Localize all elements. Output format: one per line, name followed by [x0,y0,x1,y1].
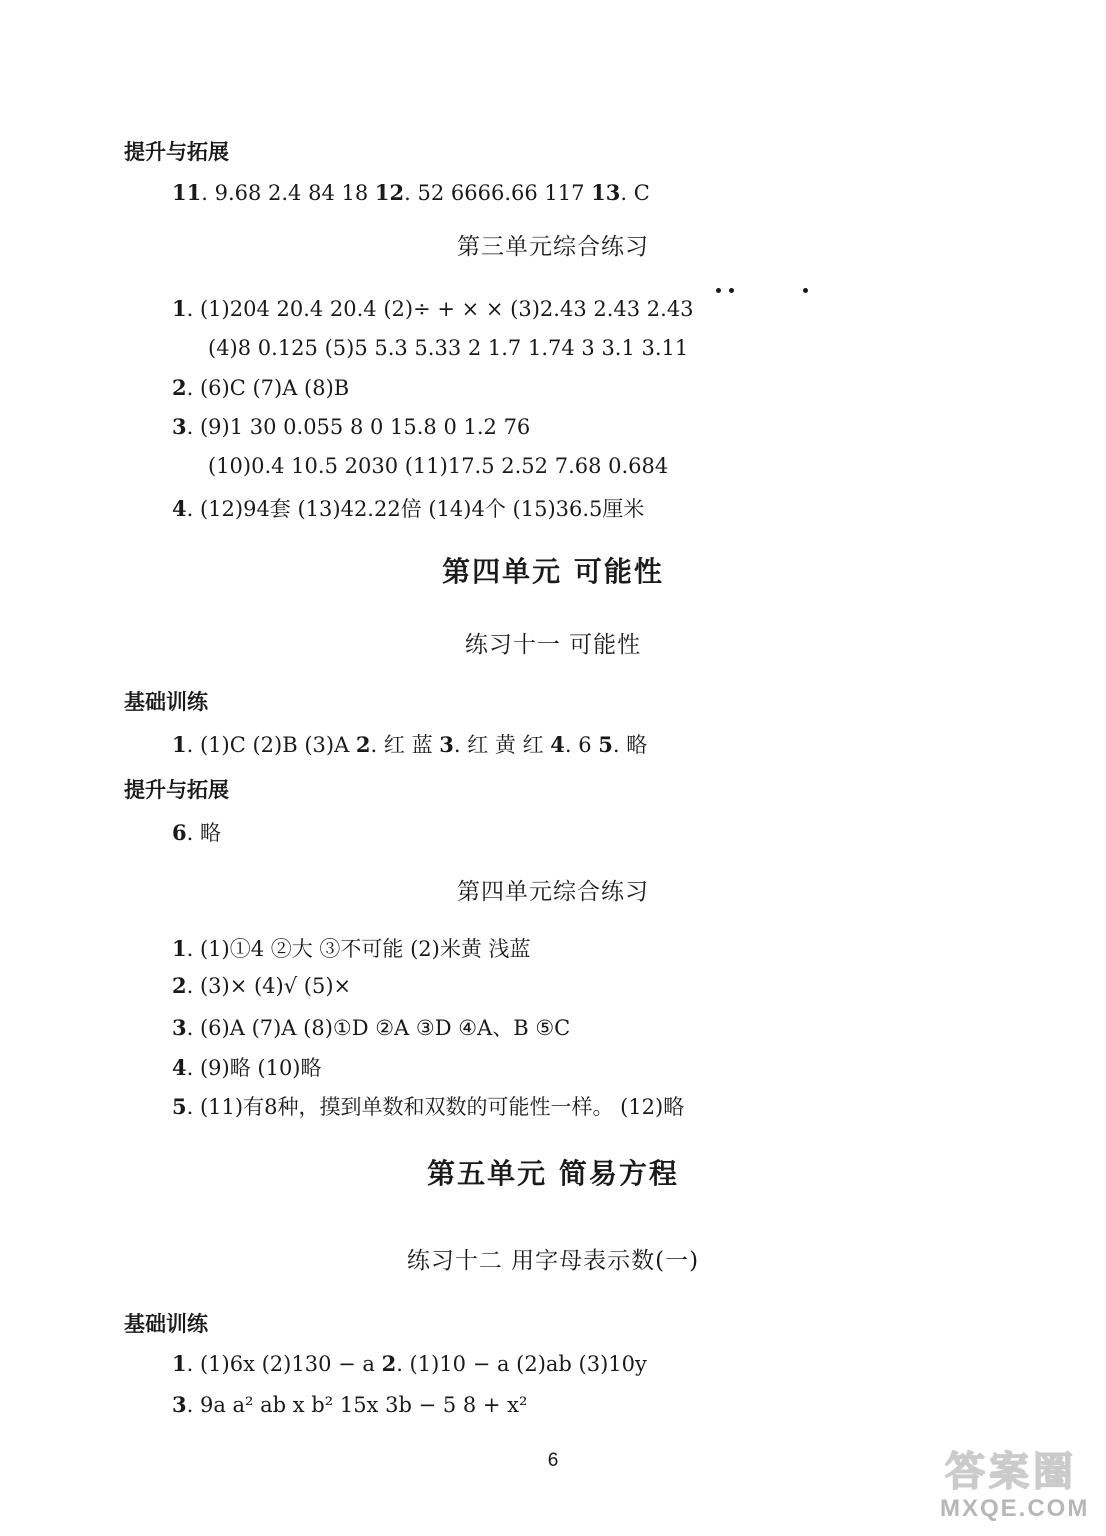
exercise-title-12: 练习十二 用字母表示数(一) [406,1248,700,1274]
question-number: 4 [172,1055,187,1080]
question-number: 12 [374,180,405,205]
question-number: 3 [172,414,187,439]
question-number: 4 [172,496,187,521]
answer-line [172,1392,527,1417]
answer-text: . (9)略 (10)略 [186,1056,322,1080]
answer-text: . (9)1 30 0.055 8 0 15.8 0 1.2 76 [186,415,531,439]
question-number: 6 [172,820,187,845]
question-number: 5 [598,732,613,757]
question-number: 1 [172,1351,187,1376]
answer-line [172,933,531,963]
answer-line [172,1091,684,1121]
page-number: 6 [547,1450,559,1471]
exercise-title-11: 练习十一 可能性 [464,632,642,658]
answer-text: . C [620,181,650,205]
answer-text: . (3)× (4)√ (5)× [186,974,352,998]
answer-text: . (1)C (2)B (3)A [186,733,356,757]
question-number: 1 [172,936,187,961]
answer-line [172,493,644,523]
answer-text: . (1)①4 ②大 ③不可能 (2)米黄 浅蓝 [186,937,531,961]
answer-line [172,1012,570,1042]
answer-text: . 6 [564,733,599,757]
question-number: 11 [172,180,202,205]
review-title-unit4: 第四单元综合练习 [457,879,649,905]
repeating-decimal-dot [803,288,808,293]
unit-title-5: 第五单元 简易方程 [427,1157,679,1190]
answer-line [172,1052,322,1082]
answer-line [172,414,530,439]
question-number: 13 [591,180,621,205]
question-number: 3 [172,1015,187,1040]
answer-text: . (6)C (7)A (8)B [186,376,350,400]
answer-text: . (12)94套 (13)42.22倍 (14)4个 (15)36.5厘米 [186,497,645,521]
answer-text: . (11)有8种，摸到单数和双数的可能性一样。 (12)略 [186,1095,685,1119]
section-heading-extension: 提升与拓展 [124,140,229,164]
answer-text: . (1)204 20.4 20.4 (2)÷ + × × (3)2.43 2.43 2.43 [186,297,694,321]
answer-text: . (1)10 − a (2)ab (3)10y [396,1352,647,1376]
answer-line [172,296,694,321]
answer-text: . 略 [612,733,648,757]
answer-text: . 红 蓝 [370,733,440,757]
answer-line [172,375,349,400]
watermark-logo: 答案圈 [945,1449,1077,1495]
answer-text: . 略 [186,821,221,845]
answer-line [172,817,221,847]
watermark-url: MXQE.COM [940,1495,1090,1522]
answer-text: . 9a a² ab x b² 15x 3b − 5 8 + x² [186,1393,528,1417]
question-number: 2 [172,973,187,998]
section-heading-basic: 基础训练 [124,1312,208,1336]
question-number: 3 [439,732,454,757]
answer-text: . 红 黄 红 [453,733,551,757]
question-number: 4 [550,732,565,757]
answer-text: . (1)6x (2)130 − a [186,1352,382,1376]
answer-line: (10)0.4 10.5 2030 (11)17.5 2.52 7.68 0.684 [208,454,669,478]
question-number: 2 [381,1351,397,1376]
review-title-unit3: 第三单元综合练习 [457,234,649,260]
question-number: 5 [172,1094,187,1119]
question-number: 3 [172,1392,187,1417]
repeating-decimal-dot [729,288,734,293]
answer-text: . (6)A (7)A (8)①D ②A ③D ④A、B ⑤C [186,1016,571,1040]
section-heading-extension: 提升与拓展 [124,778,229,802]
answer-line: (4)8 0.125 (5)5 5.3 5.33 2 1.7 1.74 3 3.1 3.11 [208,336,689,360]
question-number: 1 [172,732,187,757]
section-heading-basic: 基础训练 [124,690,208,714]
unit-title-4: 第四单元 可能性 [442,555,664,588]
answer-text: . 9.68 2.4 84 18 [201,181,375,205]
question-number: 2 [355,732,371,757]
answer-line [172,729,647,759]
question-number: 1 [172,296,187,321]
answer-line [172,1351,647,1376]
answer-text: . 52 6666.66 117 [404,181,592,205]
repeating-decimal-dot [716,288,721,293]
answer-line [172,973,351,998]
question-number: 2 [172,375,187,400]
answer-line [172,180,650,205]
